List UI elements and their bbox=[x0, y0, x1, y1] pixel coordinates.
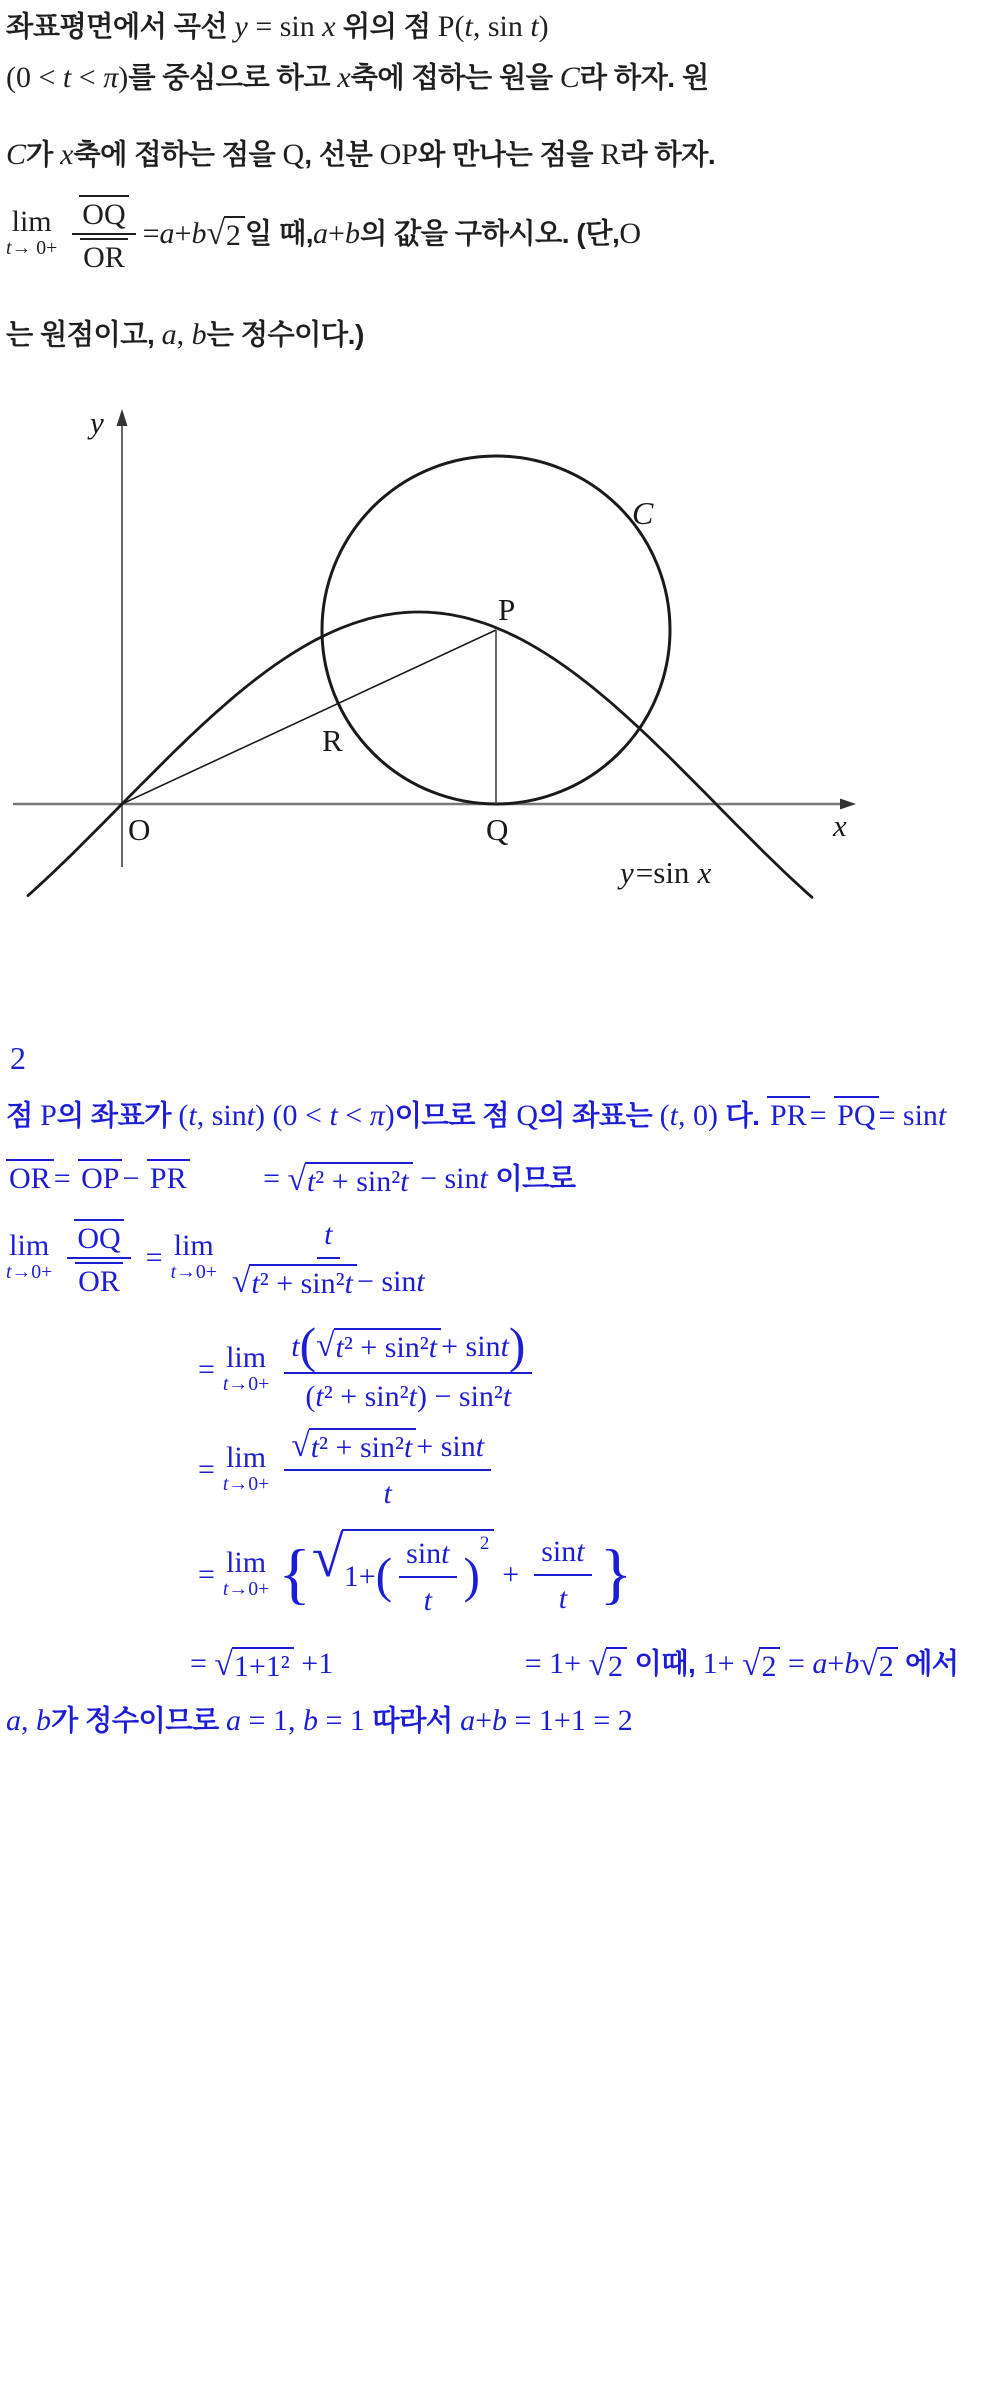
math-token: t bbox=[62, 60, 72, 94]
segment-or: OR bbox=[75, 1262, 123, 1298]
math-token: 이므로 bbox=[495, 1162, 576, 1194]
radicand bbox=[249, 1264, 357, 1300]
math-token: 점 bbox=[6, 1099, 41, 1131]
right-brace: } bbox=[599, 1535, 633, 1612]
math-token: = sin bbox=[878, 1099, 938, 1132]
math-token: PQ bbox=[834, 1096, 878, 1132]
math-token: t bbox=[291, 1329, 300, 1363]
sqrt-expression bbox=[291, 1428, 416, 1464]
limit-operator bbox=[222, 1440, 270, 1496]
label-curve-equation: y=sin x bbox=[620, 855, 712, 890]
math-token: = 1, bbox=[241, 1703, 303, 1737]
math-token: ² + sin² bbox=[259, 1266, 345, 1300]
math-token: < bbox=[71, 60, 104, 94]
math-token: 의 좌표가 bbox=[56, 1099, 179, 1131]
left-paren: ( bbox=[375, 1547, 393, 1603]
math-token: 2 bbox=[225, 218, 241, 252]
radicand bbox=[606, 1647, 627, 1683]
solution-eq-pr bbox=[767, 1096, 946, 1135]
math-token: t bbox=[502, 1379, 512, 1413]
math-token: + bbox=[827, 1646, 845, 1680]
math-token: b bbox=[191, 216, 207, 250]
problem-limit-rest bbox=[143, 215, 641, 253]
math-token: t bbox=[408, 1379, 417, 1413]
segment-oq: OQ bbox=[74, 1219, 123, 1255]
math-token: Q bbox=[282, 138, 305, 171]
math-token: = bbox=[190, 1646, 215, 1680]
sqrt-expression bbox=[742, 1647, 780, 1683]
math-token: − bbox=[122, 1162, 147, 1195]
math-token: 는 원점이고, bbox=[6, 317, 162, 350]
lim-subscript bbox=[171, 1262, 217, 1284]
math-token: →0+ bbox=[228, 1372, 270, 1395]
math-token: 의 좌표는 bbox=[538, 1099, 660, 1131]
math-token: = 1+ bbox=[524, 1646, 589, 1680]
math-token: π bbox=[369, 1099, 385, 1132]
math-token: t bbox=[170, 1261, 177, 1284]
problem-limit-line bbox=[6, 194, 989, 274]
math-token: a bbox=[6, 1703, 21, 1737]
radical-sign: √ bbox=[316, 1327, 335, 1365]
denominator bbox=[383, 1471, 391, 1513]
math-token: 이므로 점 bbox=[394, 1099, 517, 1131]
label-origin: O bbox=[128, 812, 151, 847]
math-token: < bbox=[337, 1099, 370, 1132]
lim-subscript bbox=[223, 1374, 269, 1396]
radicand bbox=[759, 1647, 780, 1683]
lim-label: lim bbox=[226, 1340, 267, 1374]
problem-line-5 bbox=[6, 316, 364, 354]
solution-eq-a bbox=[6, 1214, 989, 1301]
label-c: C bbox=[632, 495, 654, 531]
solution-line bbox=[6, 1701, 365, 1740]
math-token: P bbox=[40, 1099, 57, 1132]
math-token: ( bbox=[659, 1099, 670, 1132]
numerator bbox=[67, 1218, 130, 1260]
denominator bbox=[80, 235, 128, 274]
math-token: t bbox=[400, 1165, 409, 1198]
math-token: t bbox=[6, 237, 12, 260]
sine-curve bbox=[28, 612, 812, 897]
math-token: PR bbox=[147, 1159, 190, 1195]
math-token: OP bbox=[78, 1159, 122, 1195]
math-token: ² + sin² bbox=[343, 1331, 429, 1365]
problem-line-3 bbox=[6, 136, 715, 174]
numerator bbox=[534, 1531, 591, 1576]
radical-sign: √ bbox=[588, 1645, 607, 1683]
numerator bbox=[399, 1533, 456, 1578]
math-token: = bbox=[142, 216, 160, 250]
math-token: +1 bbox=[293, 1646, 334, 1680]
math-token: ) bbox=[384, 1099, 395, 1132]
math-token: b bbox=[492, 1703, 507, 1737]
math-token: t bbox=[416, 1265, 425, 1298]
radical-sign: √ bbox=[291, 1427, 310, 1465]
fraction-sint-t bbox=[534, 1531, 591, 1618]
radicand bbox=[232, 1647, 294, 1683]
math-token: ) bbox=[118, 60, 129, 94]
sqrt-expression bbox=[316, 1328, 441, 1364]
math-token: t bbox=[464, 10, 473, 43]
label-p: P bbox=[498, 592, 516, 627]
math-token: = 1+1 = 2 bbox=[507, 1703, 633, 1737]
math-token: 축에 접하는 점을 bbox=[73, 138, 283, 170]
numerator bbox=[317, 1214, 339, 1259]
math-token: Q bbox=[516, 1099, 539, 1132]
math-token: a bbox=[460, 1703, 476, 1737]
radicand bbox=[334, 1328, 442, 1364]
math-token: = bbox=[53, 1162, 79, 1195]
plus-sign: + bbox=[502, 1557, 520, 1591]
radicand bbox=[305, 1162, 413, 1198]
problem-line-2 bbox=[6, 59, 709, 97]
math-token: + sin bbox=[441, 1329, 501, 1363]
math-token: , bbox=[176, 317, 192, 351]
math-token: , sin bbox=[196, 1099, 247, 1132]
solution bbox=[6, 1042, 989, 1740]
math-token: x bbox=[337, 60, 351, 94]
problem-line-1 bbox=[6, 8, 549, 46]
math-token: + sin bbox=[416, 1429, 476, 1463]
solution-line bbox=[495, 1159, 575, 1198]
math-token: = bbox=[809, 1099, 835, 1132]
radicand bbox=[877, 1647, 898, 1683]
limit-operator bbox=[222, 1545, 270, 1601]
equals-sign: = bbox=[145, 1241, 163, 1274]
math-token: t bbox=[324, 1218, 333, 1251]
math-token: , 선분 bbox=[304, 138, 380, 170]
math-token: t bbox=[479, 1162, 488, 1195]
math-token: OP bbox=[379, 138, 418, 171]
lim-subscript bbox=[6, 1262, 52, 1284]
math-token: t bbox=[315, 1379, 324, 1413]
math-token: ) − sin² bbox=[416, 1379, 503, 1413]
label-q: Q bbox=[486, 812, 509, 847]
math-token: a bbox=[313, 216, 329, 250]
math-token: 따라서 bbox=[372, 1703, 453, 1736]
segment-or: OR bbox=[80, 238, 128, 274]
math-token: t bbox=[222, 1577, 229, 1600]
sqrt-expression bbox=[589, 1647, 627, 1683]
math-token: 1+ bbox=[343, 1559, 376, 1593]
limit-operator bbox=[6, 1231, 52, 1284]
math-token: (0 < bbox=[6, 60, 63, 94]
label-r: R bbox=[322, 723, 343, 758]
math-token: t bbox=[188, 1099, 197, 1132]
equals-sign: = bbox=[198, 1352, 215, 1386]
math-token: − sin bbox=[412, 1162, 480, 1195]
fraction-sint-t bbox=[399, 1533, 456, 1620]
solution-eq-or bbox=[6, 1159, 190, 1198]
radicand bbox=[342, 1529, 495, 1620]
solution-line bbox=[725, 1096, 759, 1135]
math-token: t bbox=[335, 1331, 344, 1365]
lim-label: lim bbox=[226, 1440, 267, 1474]
figure bbox=[6, 399, 991, 914]
right-paren: ) bbox=[463, 1547, 480, 1603]
math-token: ) bbox=[508, 1318, 526, 1373]
solution-eq-e bbox=[190, 1644, 333, 1683]
math-token: R bbox=[600, 138, 621, 171]
math-token: b bbox=[191, 317, 207, 351]
numerator bbox=[284, 1318, 532, 1374]
math-token: , sin bbox=[472, 10, 531, 43]
math-token: ² + sin² bbox=[319, 1431, 404, 1465]
math-token: 다. bbox=[725, 1099, 760, 1131]
math-token: 와 만나는 점을 bbox=[418, 138, 601, 170]
math-token: b bbox=[344, 216, 360, 250]
math-token: →0+ bbox=[228, 1472, 270, 1495]
math-token: 2 bbox=[607, 1649, 623, 1683]
radical-sign: √ bbox=[214, 1645, 233, 1683]
math-token: y bbox=[234, 10, 248, 43]
math-token: →0+ bbox=[228, 1577, 270, 1600]
denominator bbox=[305, 1374, 511, 1416]
math-token: 가 bbox=[26, 138, 61, 170]
math-token: t bbox=[576, 1534, 585, 1568]
math-token: 의 값을 구하시오. (단, bbox=[359, 216, 620, 249]
math-token: 를 중심으로 하고 bbox=[128, 60, 338, 93]
math-token: b bbox=[302, 1703, 318, 1737]
sqrt-expression bbox=[214, 1647, 293, 1683]
limit-operator bbox=[6, 207, 57, 260]
math-token: 좌표평면에서 곡선 bbox=[6, 10, 235, 42]
math-token: x bbox=[322, 10, 336, 43]
fraction bbox=[284, 1318, 532, 1416]
math-token: 위의 점 bbox=[335, 10, 438, 42]
solution-eq-sqrt bbox=[263, 1159, 488, 1198]
solution-eq-d bbox=[190, 1523, 989, 1620]
math-token: − sin bbox=[356, 1265, 417, 1298]
math-token: t bbox=[306, 1165, 316, 1198]
math-token: t bbox=[344, 1266, 353, 1300]
lim-subscript bbox=[223, 1579, 269, 1601]
math-token: π bbox=[103, 60, 119, 94]
math-token: t bbox=[669, 1099, 678, 1132]
left-brace: { bbox=[278, 1535, 311, 1612]
math-token: b bbox=[844, 1646, 860, 1680]
lim-label: lim bbox=[11, 205, 52, 239]
math-token: 라 하자. 원 bbox=[579, 60, 709, 93]
solution-line bbox=[372, 1701, 452, 1740]
numerator bbox=[72, 194, 135, 236]
math-token: b bbox=[36, 1703, 51, 1737]
lim-subscript bbox=[6, 238, 57, 260]
math-token: t bbox=[937, 1099, 947, 1132]
sqrt-expression bbox=[288, 1162, 413, 1198]
math-token: t bbox=[423, 1583, 432, 1617]
math-token: t bbox=[383, 1476, 392, 1510]
math-token: t bbox=[329, 1099, 338, 1132]
radical-sign: √ bbox=[231, 1262, 251, 1300]
math-token: → 0+ bbox=[11, 237, 58, 260]
sqrt-expression bbox=[232, 1264, 357, 1300]
math-token: ² + sin² bbox=[323, 1379, 409, 1413]
math-token: t bbox=[428, 1331, 438, 1365]
lim-subscript bbox=[223, 1474, 269, 1496]
denominator bbox=[75, 1259, 123, 1298]
segment-oq: OQ bbox=[79, 195, 128, 231]
limit-operator bbox=[222, 1340, 270, 1396]
math-token: t bbox=[530, 10, 539, 43]
solution-eq-c bbox=[190, 1426, 989, 1513]
solution-line bbox=[6, 1096, 718, 1135]
label-y: y bbox=[90, 405, 104, 440]
math-token: t bbox=[558, 1581, 568, 1615]
math-token: 는 정수이다.) bbox=[206, 317, 364, 350]
solution-final-answer bbox=[460, 1701, 633, 1740]
fraction-oq-or bbox=[67, 1218, 130, 1298]
math-token: , bbox=[21, 1703, 36, 1737]
math-token: P( bbox=[437, 10, 465, 43]
math-token: a bbox=[812, 1646, 828, 1680]
math-token: , 0) bbox=[677, 1099, 718, 1132]
math-token: C bbox=[559, 60, 580, 94]
math-token: t bbox=[6, 1261, 12, 1284]
numerator bbox=[284, 1426, 491, 1471]
math-token: 일 때, bbox=[244, 216, 314, 249]
sqrt-expression bbox=[859, 1647, 897, 1683]
fraction bbox=[232, 1214, 425, 1301]
math-token: a bbox=[226, 1703, 242, 1737]
math-token: ( bbox=[305, 1379, 316, 1413]
answer-number: 2 bbox=[10, 1040, 26, 1076]
math-token: + bbox=[475, 1703, 492, 1737]
exponent: 2 bbox=[479, 1532, 490, 1554]
math-token: 이때, bbox=[634, 1646, 703, 1679]
label-x: x bbox=[833, 808, 847, 843]
math-token: →0+ bbox=[176, 1261, 217, 1284]
sqrt-expression bbox=[206, 216, 244, 252]
lim-label: lim bbox=[9, 1229, 50, 1263]
math-token: 가 정수이므로 bbox=[51, 1703, 227, 1736]
denominator bbox=[559, 1576, 567, 1618]
radicand bbox=[309, 1428, 417, 1464]
radicand bbox=[224, 216, 245, 252]
math-token: ( bbox=[178, 1099, 189, 1132]
math-token: sin bbox=[541, 1534, 577, 1568]
math-token: + bbox=[328, 216, 345, 250]
math-token: a bbox=[161, 317, 177, 351]
math-token: t bbox=[475, 1429, 485, 1463]
big-radical bbox=[311, 1523, 494, 1620]
radical-sign: √ bbox=[311, 1523, 344, 1589]
lim-label: lim bbox=[226, 1545, 267, 1579]
math-token: sin bbox=[406, 1536, 442, 1570]
radical-sign: √ bbox=[287, 1161, 306, 1198]
segment-op bbox=[122, 630, 496, 804]
math-token: O bbox=[619, 216, 642, 250]
math-token: t bbox=[222, 1372, 229, 1395]
math-token: 1+1² bbox=[233, 1649, 290, 1683]
math-token: + bbox=[174, 216, 192, 250]
equals-sign: = bbox=[198, 1557, 215, 1591]
math-token: t bbox=[441, 1536, 450, 1570]
math-token: 축에 접하는 원을 bbox=[350, 60, 560, 93]
math-token: 2 bbox=[761, 1649, 777, 1683]
denominator bbox=[424, 1578, 432, 1620]
math-token: = 1 bbox=[317, 1703, 365, 1737]
fraction bbox=[284, 1426, 491, 1513]
math-token: t bbox=[403, 1431, 413, 1465]
radicand-pre bbox=[344, 1557, 376, 1596]
math-token: 라 하자. bbox=[620, 138, 716, 170]
math-token: t bbox=[222, 1472, 229, 1495]
math-token: t bbox=[251, 1266, 260, 1300]
fraction-oq-or bbox=[72, 194, 135, 274]
lim-label: lim bbox=[173, 1229, 214, 1263]
math-token: →0+ bbox=[11, 1261, 53, 1284]
math-token: ) bbox=[538, 10, 549, 43]
math-token: PR bbox=[767, 1096, 810, 1132]
radical-sign: √ bbox=[206, 214, 225, 252]
math-token: a bbox=[159, 216, 175, 250]
math-token: 1+ bbox=[702, 1646, 743, 1680]
radical-sign: √ bbox=[859, 1645, 878, 1683]
solution-eq-f bbox=[525, 1644, 627, 1683]
math-token: = sin bbox=[247, 10, 323, 43]
math-token: = bbox=[263, 1162, 288, 1195]
math-token: 에서 bbox=[897, 1646, 959, 1679]
math-token: C bbox=[6, 138, 27, 171]
solution-eq-b bbox=[190, 1318, 989, 1416]
math-token: ) (0 < bbox=[255, 1099, 330, 1132]
math-token: t bbox=[310, 1431, 320, 1465]
math-token: x bbox=[60, 138, 74, 171]
math-token: ² + sin² bbox=[315, 1165, 401, 1198]
limit-operator bbox=[171, 1231, 217, 1284]
denominator bbox=[232, 1259, 425, 1301]
math-token: = bbox=[780, 1646, 813, 1680]
problem-statement bbox=[6, 4, 989, 353]
math-token: t bbox=[500, 1329, 509, 1363]
math-token: OR bbox=[6, 1159, 54, 1195]
math-token: t bbox=[246, 1099, 256, 1132]
solution-line bbox=[634, 1644, 958, 1683]
math-token: 2 bbox=[878, 1649, 894, 1683]
y-axis-arrow-icon bbox=[117, 409, 128, 426]
radical-sign: √ bbox=[742, 1645, 761, 1683]
math-token: ( bbox=[299, 1318, 317, 1373]
equals-sign: = bbox=[198, 1452, 215, 1486]
